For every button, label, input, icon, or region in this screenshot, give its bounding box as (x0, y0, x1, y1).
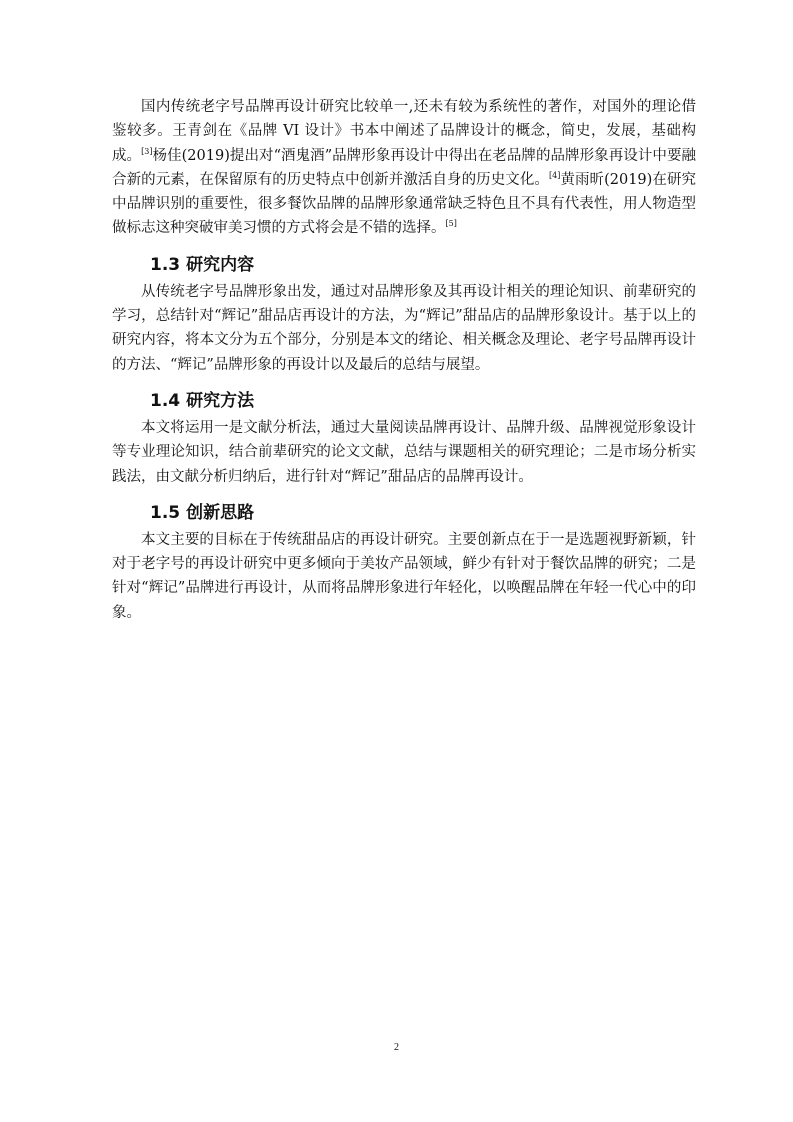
section-title: 创新思路 (186, 502, 255, 523)
section-body-innovation: 本文主要的目标在于传统甜品店的再设计研究。主要创新点在于一是选题视野新颖，针对于老字号的再设计研究中更多倾向于美妆产品领域，鲜少有针对于餐饮品牌的研究；二是针对“辉记”品牌进行再设计，从而将品牌形象进行年轻化，以唤醒品牌在年轻一代心中的印象。 (112, 531, 696, 621)
section-title: 研究方法 (186, 390, 255, 411)
section-title: 研究内容 (186, 254, 255, 275)
section-heading-research-method (150, 389, 696, 413)
section-heading-innovation (150, 501, 696, 525)
intro-paragraph (112, 95, 696, 241)
intro-text-part3: 黄雨昕(2019)在研究中品牌识别的重要性，很多餐饮品牌的品牌形象通常缺乏特色且不具有代表性，用人物造型做标志这种突破审美习惯的方式将会是不错的选择。 (112, 171, 697, 237)
citation-4: [4] (548, 170, 561, 180)
section-body-research-method: 本文将运用一是文献分析法，通过大量阅读品牌再设计、品牌升级、品牌视觉形象设计等专业理论知识，结合前辈研究的论文文献，总结与课题相关的研究理论；二是市场分析实践法，由文献分析归纳后，进行针对“辉记”甜品店的品牌再设计。 (112, 419, 696, 485)
section-number: 1.5 (150, 502, 181, 523)
intro-text-part2: 杨佳(2019)提出对“酒鬼酒”品牌形象再设计中得出在老品牌的品牌形象再设计中要融合新的元素，在保留原有的历史特点中创新并激活自身的历史文化。 (112, 147, 697, 188)
page-number: 2 (394, 1042, 399, 1053)
page-content (112, 95, 696, 625)
citation-3: [3] (141, 146, 153, 156)
intro-text-part1: 国内传统老字号品牌再设计研究比较单一,还未有较为系统性的著作，对国外的理论借鉴较多。王青剑在《品牌 VI 设计》书本中阐述了品牌设计的概念，简史，发展，基础构成。 (112, 99, 696, 164)
citation-5: [5] (445, 219, 457, 229)
section-heading-research-content (150, 253, 696, 277)
section-number: 1.4 (150, 390, 181, 411)
section-body-research-content: 从传统老字号品牌形象出发，通过对品牌形象及其再设计相关的理论知识、前辈研究的学习，总结针对“辉记”甜品店再设计的方法，为“辉记”甜品店的品牌形象设计。基于以上的研究内容，将本文分为五个部分，分别是本文的绪论、相关概念及理论、老字号品牌再设计的方法、“辉记”品牌形象的再设计以及最后的总结与展望。 (112, 283, 696, 373)
section-number: 1.3 (150, 254, 181, 275)
